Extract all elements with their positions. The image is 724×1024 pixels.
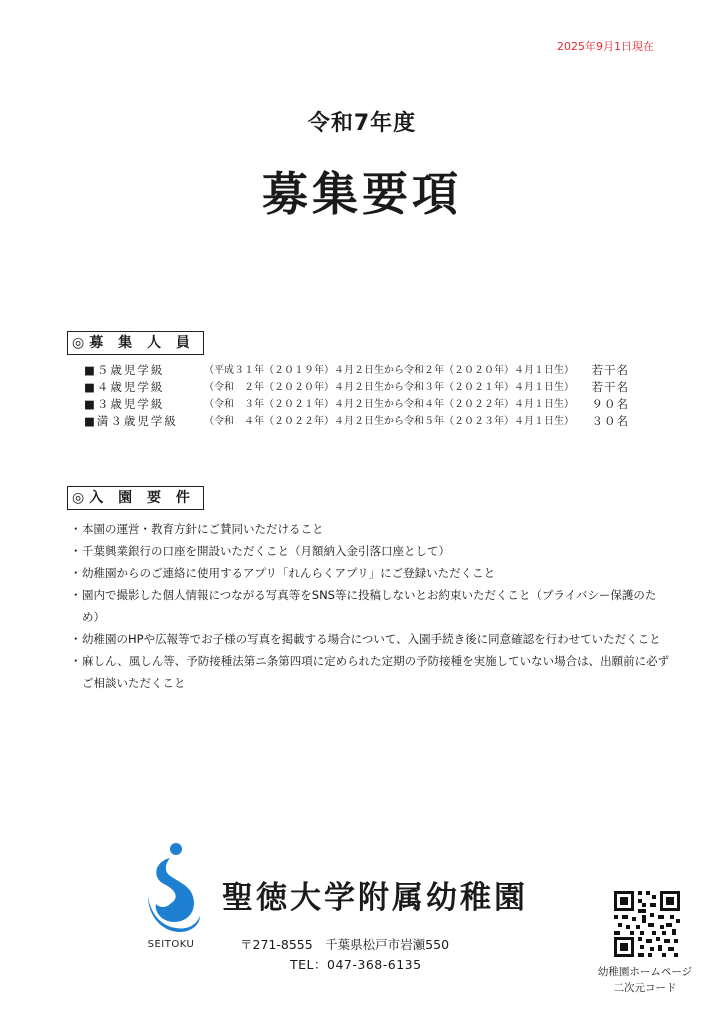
class-row [84, 362, 644, 379]
bullet-dot: ・ [70, 566, 82, 580]
class-row [84, 413, 644, 430]
bullet-dot: ・ [70, 632, 82, 646]
school-name: 聖徳大学附属幼稚園 [222, 880, 528, 916]
list-item [70, 540, 670, 562]
requirement-text: 幼稚園のHPや広報等でお子様の写真を掲載する場合について、入園手続き後に同意確認を行わせていただくこと [82, 632, 661, 646]
requirements-list [70, 518, 670, 694]
requirements-heading: ◎入 園 要 件 [67, 486, 204, 510]
list-item [70, 518, 670, 540]
class-capacity: 若干名 [591, 363, 629, 377]
school-phone: TEL：047-368-6135 [290, 957, 422, 972]
bullet-dot: ・ [70, 522, 82, 536]
bullet-dot: ・ [70, 588, 82, 602]
class-capacity: ３０名 [591, 414, 629, 428]
requirement-text: 幼稚園からのご連絡に使用するアプリ「れんらくアプリ」にご登録いただくこと [82, 566, 496, 580]
qr-caption: 幼稚園ホームページ [597, 966, 693, 978]
requirement-text: 麻しん、風しん等、予防接種法第ニ条第四項に定められた定期の予防接種を実施していない場合は、出願前に必ずご相談いただくこと [82, 654, 670, 690]
class-capacity: ９０名 [591, 397, 629, 411]
bullet-dot: ・ [70, 544, 82, 558]
class-birth-range: （令和 ３年（２０２１年）４月２日生から令和４年（２０２２年）４月１日生） [204, 399, 574, 410]
list-item [70, 584, 670, 628]
class-name: ■３歳児学級 [84, 397, 165, 411]
requirement-text: 園内で撮影した個人情報につながる写真等をSNS等に投稿しないとお約束いただくこと（プライバシー保護のため） [82, 588, 657, 624]
school-address: 〒271-8555 千葉県松戸市岩瀬550 [240, 937, 450, 952]
date-note: 2025年9月1日現在 [557, 40, 654, 53]
class-birth-range: （令和 ２年（２０２０年）４月２日生から令和３年（２０２１年）４月１日生） [204, 382, 574, 393]
class-capacity: 若干名 [591, 380, 629, 394]
class-birth-range: （令和 ４年（２０２２年）４月２日生から令和５年（２０２３年）４月１日生） [204, 416, 574, 427]
class-name: ■４歳児学級 [84, 380, 165, 394]
class-name: ■満３歳児学級 [84, 414, 178, 428]
class-birth-range: （平成３１年（２０１９年）４月２日生から令和２年（２０２０年）４月１日生） [204, 365, 574, 376]
class-name: ■５歳児学級 [84, 363, 165, 377]
logo-wordmark: SEITOKU [147, 939, 195, 950]
class-row [84, 379, 644, 396]
list-item [70, 562, 670, 584]
recruitment-heading: ◎募 集 人 員 [67, 331, 204, 355]
document-subtitle: 令和7年度 [307, 111, 417, 136]
class-list [84, 362, 644, 430]
requirement-text: 本園の運営・教育方針にご賛同いただけること [82, 522, 324, 536]
school-logo-icon [140, 842, 202, 937]
list-item [70, 628, 670, 650]
bullet-dot: ・ [70, 654, 82, 668]
list-item [70, 650, 670, 694]
document-title: 募集要項 [262, 167, 462, 221]
requirement-text: 千葉興業銀行の口座を開設いただくこと（月額納入金引落口座として） [82, 544, 450, 558]
class-row [84, 396, 644, 413]
qr-caption: 二次元コード [613, 982, 677, 994]
qr-code-icon [612, 889, 682, 959]
